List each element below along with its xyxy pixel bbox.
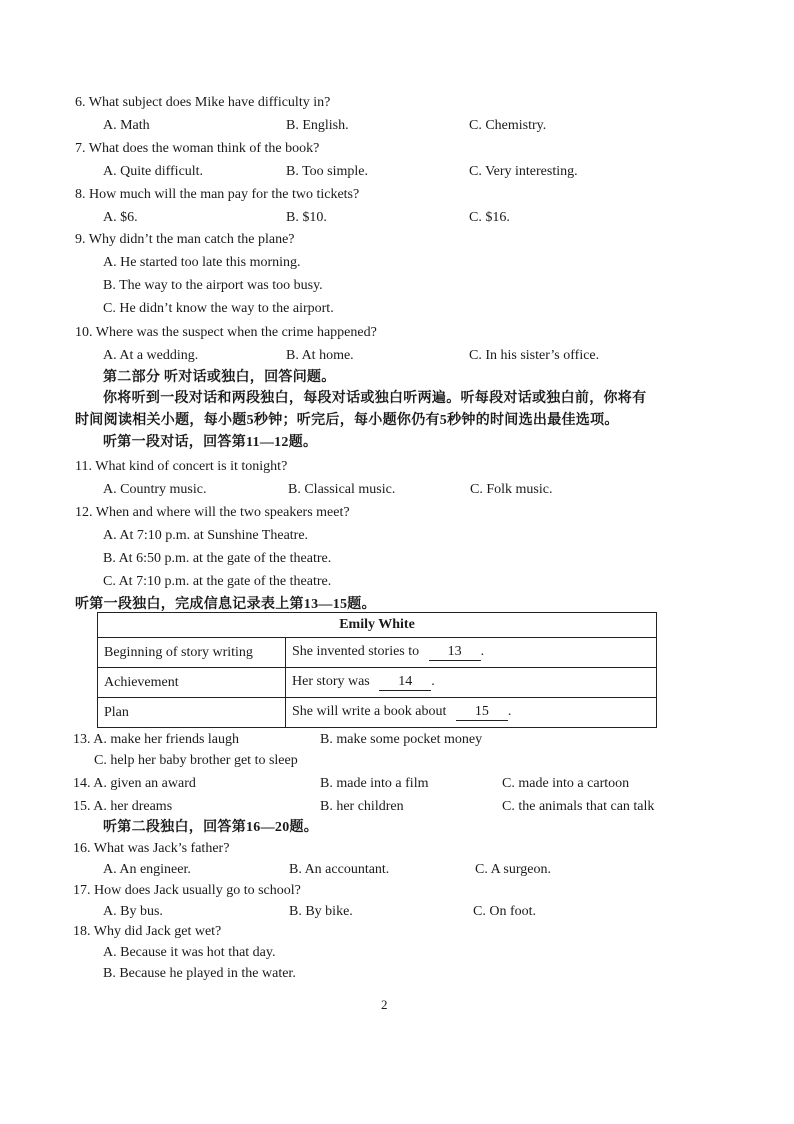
table-row-end: .	[431, 674, 435, 689]
question-12-option-b: B. At 6:50 p.m. at the gate of the theatre.	[103, 551, 332, 566]
table-row-text: She will write a book about	[292, 704, 447, 719]
table-row-end: .	[507, 704, 512, 719]
question-12-option-c: C. At 7:10 p.m. at the gate of the theatre.	[103, 574, 332, 589]
question-12-option-a: A. At 7:10 p.m. at Sunshine Theatre.	[103, 528, 309, 543]
question-9-option-b: B. The way to the airport was too busy.	[103, 278, 323, 293]
question-16-option-c: C. A surgeon.	[475, 862, 551, 877]
question-16-option-a: A. An engineer.	[103, 862, 191, 877]
table-row-text: She invented stories to	[292, 644, 420, 659]
question-10-option-c: C. In his sister’s office.	[469, 348, 600, 363]
question-9-stem: 9. Why didn’t the man catch the plane?	[75, 232, 295, 247]
question-14-option-c: C. made into a cartoon	[502, 776, 630, 791]
question-13-option-c: C. help her baby brother get to sleep	[94, 753, 298, 768]
question-6-option-b: B. English.	[286, 118, 349, 133]
answer-blank-14[interactable]: 14	[379, 674, 431, 691]
question-13-option-b: B. make some pocket money	[320, 732, 483, 747]
question-17-option-a: A. By bus.	[103, 904, 163, 919]
part2-instructions-line1: 你将听到一段对话和两段独白，每段对话或独白听两遍。听每段对话或独白前，你将有	[103, 391, 647, 406]
question-14-option-a: 14. A. given an award	[73, 776, 196, 791]
part2-instructions-line2: 时间阅读相关小题，每小题5秒钟；听完后，每小题你仍有5秒钟的时间选出最佳选项。	[75, 413, 619, 428]
table-row	[98, 668, 657, 698]
table-row-content	[286, 668, 657, 698]
part2-heading: 第二部分 听对话或独白，回答问题。	[103, 370, 336, 385]
question-18-stem: 18. Why did Jack get wet?	[73, 924, 222, 939]
question-17-option-b: B. By bike.	[289, 904, 353, 919]
question-15-option-c: C. the animals that can talk	[502, 799, 655, 814]
question-6-stem: 6. What subject does Mike have difficulty in?	[75, 95, 331, 110]
question-8-option-a: A. $6.	[103, 210, 138, 225]
question-18-option-a: A. Because it was hot that day.	[103, 945, 276, 960]
question-14-option-b: B. made into a film	[320, 776, 429, 791]
monologue1-heading: 听第一段独白，完成信息记录表上第13—15题。	[75, 597, 376, 612]
table-row-label: Achievement	[98, 668, 286, 698]
question-15-option-a: 15. A. her dreams	[73, 799, 173, 814]
table-row-end: .	[480, 644, 485, 659]
answer-blank-13[interactable]: 13	[429, 644, 481, 661]
question-9-option-a: A. He started too late this morning.	[103, 255, 301, 270]
table-row	[98, 638, 657, 668]
table-row-text: Her story was	[292, 674, 370, 689]
question-17-option-c: C. On foot.	[473, 904, 536, 919]
table-row-content	[286, 638, 657, 668]
question-11-stem: 11. What kind of concert is it tonight?	[75, 459, 288, 474]
table-row-label: Plan	[98, 698, 286, 728]
question-7-option-a: A. Quite difficult.	[103, 164, 204, 179]
table-row-label: Beginning of story writing	[98, 638, 286, 668]
question-7-option-b: B. Too simple.	[286, 164, 368, 179]
question-18-option-b: B. Because he played in the water.	[103, 966, 296, 981]
info-record-table	[97, 612, 657, 728]
question-16-option-b: B. An accountant.	[289, 862, 390, 877]
page-number: 2	[381, 997, 388, 1012]
question-10-stem: 10. Where was the suspect when the crime happened?	[75, 325, 377, 340]
question-6-option-c: C. Chemistry.	[469, 118, 547, 133]
table-title: Emily White	[98, 613, 657, 638]
dialog1-heading: 听第一段对话，回答第11—12题。	[103, 435, 318, 450]
question-13-option-a: 13. A. make her friends laugh	[73, 732, 240, 747]
question-7-option-c: C. Very interesting.	[469, 164, 578, 179]
question-17-stem: 17. How does Jack usually go to school?	[73, 883, 301, 898]
question-12-stem: 12. When and where will the two speakers meet?	[75, 505, 350, 520]
question-11-option-b: B. Classical music.	[288, 482, 396, 497]
answer-blank-15[interactable]: 15	[456, 704, 508, 721]
question-16-stem: 16. What was Jack’s father?	[73, 841, 230, 856]
question-11-option-a: A. Country music.	[103, 482, 207, 497]
question-9-option-c: C. He didn’t know the way to the airport.	[103, 301, 334, 316]
question-6-option-a: A. Math	[103, 118, 150, 133]
question-11-option-c: C. Folk music.	[470, 482, 553, 497]
question-15-option-b: B. her children	[320, 799, 404, 814]
question-7-stem: 7. What does the woman think of the book?	[75, 141, 320, 156]
question-8-option-c: C. $16.	[469, 210, 510, 225]
question-10-option-a: A. At a wedding.	[103, 348, 199, 363]
question-8-stem: 8. How much will the man pay for the two tickets?	[75, 187, 360, 202]
question-10-option-b: B. At home.	[286, 348, 354, 363]
table-row	[98, 698, 657, 728]
monologue2-heading: 听第二段独白，回答第16—20题。	[103, 820, 319, 835]
question-8-option-b: B. $10.	[286, 210, 327, 225]
table-row-content	[286, 698, 657, 728]
